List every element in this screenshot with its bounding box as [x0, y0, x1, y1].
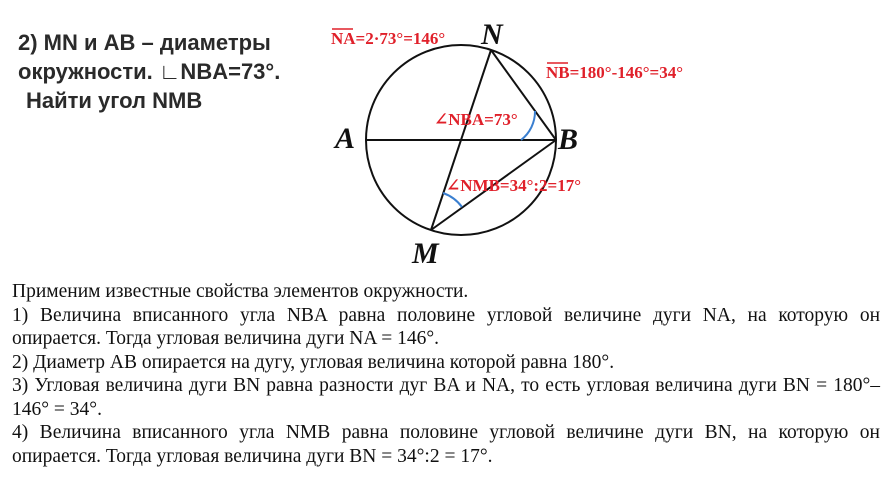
solution-step-1: 1) Величина вписанного угла NBA равна половине угловой величине дуги NA, на которую он опирается. Тогда угловая величина дуги NA = 146°.: [12, 304, 880, 349]
solution-text: [12, 280, 880, 468]
point-b-label: B: [558, 123, 579, 156]
point-n-label: N: [481, 18, 503, 51]
problem-line-1: 2) MN и AB – диаметры: [18, 30, 271, 55]
problem-line-2: окружности. ∟NBA=73°.: [18, 59, 281, 84]
arc-na-annotation: NA=2·73°=146°: [331, 29, 446, 48]
solution-intro: Применим известные свойства элементов окружности.: [12, 281, 469, 302]
solution-step-2: 2) Диаметр AB опирается на дугу, угловая величина которой равна 180°.: [12, 351, 615, 373]
angle-nba-arc: [521, 111, 535, 140]
arc-nb-annotation: NB=180°-146°=34°: [546, 63, 684, 82]
solution-step-4: 4) Величина вписанного угла NMB равна половине угловой величине дуги BN, на которую он опирается. Тогда угловая величина дуги BN = 34°:2 = 17°.: [12, 422, 880, 467]
angle-nba-annotation: ∠NBA=73°: [434, 110, 518, 129]
angle-nmb-arc: [443, 193, 462, 207]
angle-nmb-annotation: ∠NMB=34°:2=17°: [446, 176, 582, 195]
point-a-label: A: [335, 122, 356, 155]
solution-step-3: 3) Угловая величина дуги BN равна разности дуг BA и NA, то есть угловая величина дуги BN = 180°–146° = 34°.: [12, 375, 880, 420]
problem-line-3: Найти угол NMB: [26, 88, 203, 113]
point-m-label: M: [412, 237, 439, 270]
